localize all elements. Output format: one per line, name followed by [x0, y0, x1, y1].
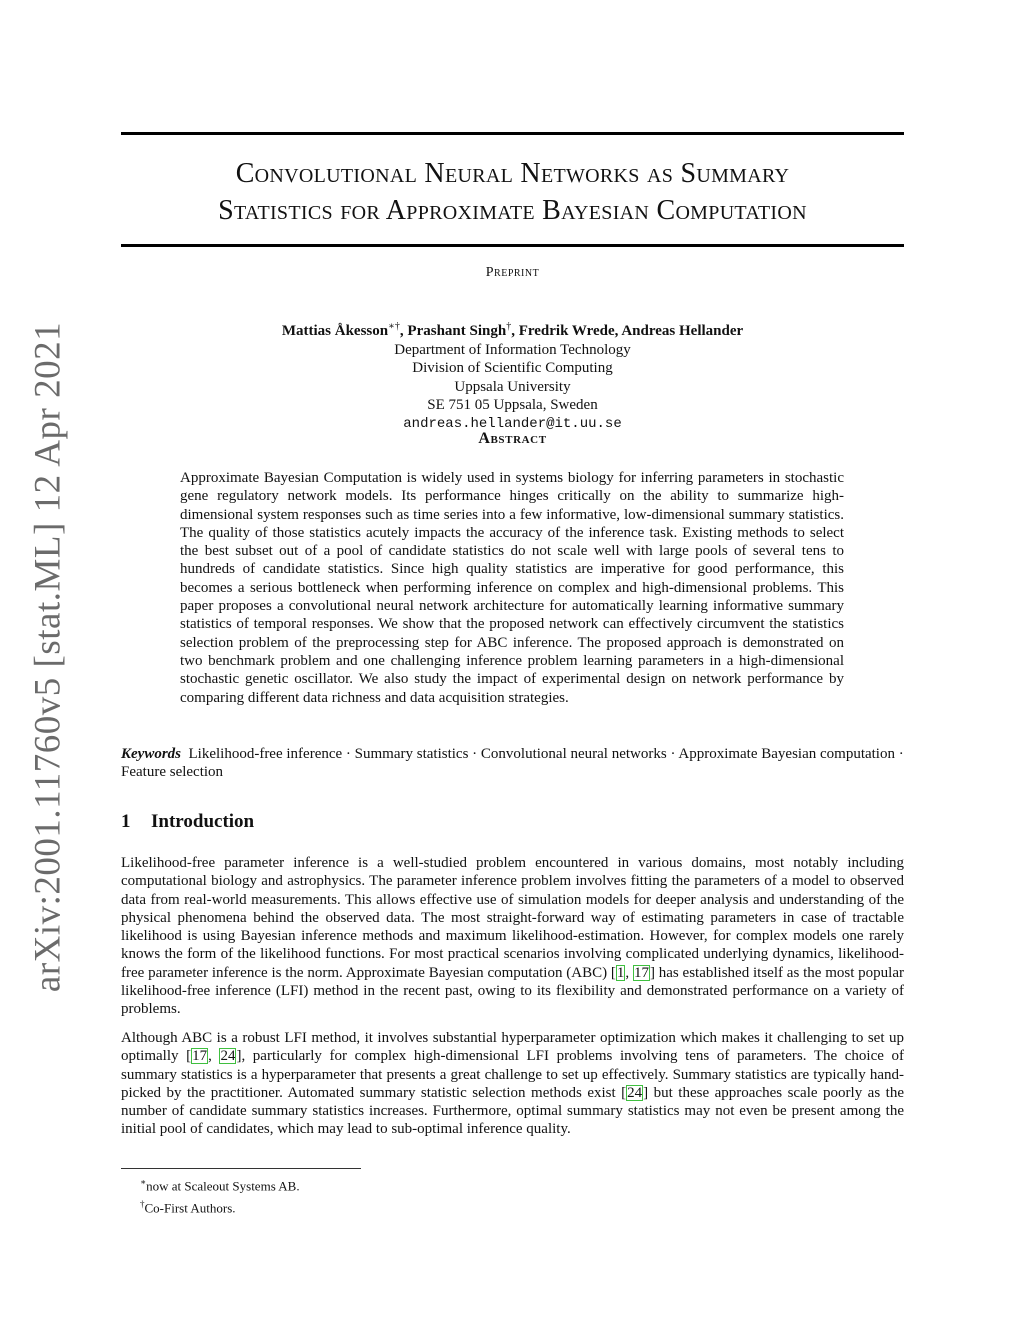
author-1: Mattias Åkesson [281, 323, 389, 339]
footnotes [140, 1173, 300, 1218]
footnote-text: now at Scaleout Systems AB. [146, 1178, 300, 1194]
keywords-label: Keywords [121, 746, 181, 762]
paper-title [121, 155, 904, 229]
title-line-2: Statistics for Approximate Bayesian Computation [218, 195, 807, 226]
title-bottom-rule [121, 244, 904, 247]
affiliation-line: Division of Scientific Computing [412, 360, 613, 376]
section-number: 1 [121, 811, 131, 832]
preprint-label: Preprint [485, 265, 540, 280]
section-title: Introduction [151, 811, 255, 832]
abstract-text: Approximate Bayesian Computation is widely used in systems biology for inferring parameters in stochastic gene regulatory network models. Its performance hinges critically on the ability to summarize high-dimensional system responses such as time series into a few informative, low-dimensional summary statistics. The quality of those statistics acutely impacts the accuracy of the inference task. Existing methods to select the best subset out of a pool of candidate statistics do not scale well with large pools of several tens to hundreds of candidate statistics. Since high quality statistics are imperative for good performance, this becomes a serious bottleneck when performing inference on complex and high-dimensional problems. This paper proposes a convolutional neural network architecture for automatically learning informative summary statistics of temporal responses. We show that the proposed network can effectively circumvent the statistics selection problem of the preprocessing step for ABC inference. The proposed approach is demonstrated on two benchmark problem and one challenging inference problem learning parameters in a high-dimensional stochastic genetic oscillator. We also study the impact of experimental design on network performance by comparing different data richness and data acquisition strategies. [180, 470, 844, 706]
citation-link[interactable]: 1 [616, 964, 625, 981]
footnote-rule [121, 1168, 361, 1169]
paragraph-text: ] but these approaches scale poorly as the number of candidate summary statistics increases. Furthermore, optimal summary statistics may not even be present among the initial pool of candidates, which may lead to sub-optimal inference quality. [121, 1084, 904, 1138]
affiliation-line: SE 751 05 Uppsala, Sweden [427, 397, 598, 413]
paragraph-text: Although ABC is a robust LFI method, it involves substantial hyperparameter optimization which makes it challenging to set up optimally [ [121, 1030, 904, 1065]
abstract-heading: Abstract [478, 430, 547, 447]
citation-separator: , [625, 964, 633, 981]
author-3-4: , Fredrik Wrede, Andreas Hellander [511, 323, 744, 339]
title-top-rule [121, 132, 904, 135]
intro-paragraph-1 [121, 854, 904, 1019]
author-block [121, 318, 904, 433]
author-email: andreas.hellander@it.uu.se [403, 415, 622, 432]
intro-paragraph-2 [121, 1029, 904, 1139]
section-heading [121, 811, 254, 833]
footnote-text: Co-First Authors. [144, 1200, 236, 1216]
paragraph-text: Likelihood-free parameter inference is a well-studied problem encountered in various domains, most notably including computational biology and astrophysics. The parameter inference problem involves fitting the parameters of a model to observed data from real-world measurements. This allows effective use of simulation models for deeper analysis and understanding of the physical phenomena behind the observed data. The most straight-forward way of estimating parameters in case of tractable likelihood is using Bayesian inference methods and maximum likelihood-estimation. However, for complex models one rarely knows the form of the likelihood functions. For most practical scenarios involving complicated underlying dynamics, likelihood-free parameter inference is the norm. Approximate Bayesian computation (ABC) [ [121, 855, 904, 981]
affiliation-line: Department of Information Technology [394, 341, 631, 358]
footnote-item [140, 1195, 300, 1217]
citation-link[interactable]: 17 [192, 1048, 208, 1065]
author-2: , Prashant Singh [399, 323, 507, 339]
citation-link[interactable]: 24 [220, 1048, 236, 1065]
affiliation-line: Uppsala University [454, 378, 571, 395]
keywords [121, 745, 904, 782]
author-names [121, 318, 904, 341]
citation-link[interactable]: 24 [627, 1084, 643, 1101]
title-line-1: Convolutional Neural Networks as Summary [235, 158, 790, 189]
footnote-mark: ∗ [140, 1177, 147, 1187]
paragraph-text: ] has established itself as the most popular likelihood-free inference (LFI) method in the recent past, owing to its flexibility and demonstrated performance on a variety of problems. [121, 964, 905, 1018]
author-1-mark: ∗† [388, 321, 400, 332]
footnote-item [140, 1173, 300, 1195]
paragraph-text: ], particularly for complex high-dimensional LFI problems involving tens of parameters. The choice of summary statistics is a hyperparameter that presents a great challenge to set up effectively. Summary statistics are typically hand-picked by the practitioner. Automated summary statistic selection methods exist [ [121, 1048, 904, 1101]
footnote-mark: † [140, 1199, 145, 1210]
citation-link[interactable]: 17 [633, 964, 649, 981]
keywords-text: Likelihood-free inference · Summary statistics · Convolutional neural networks · Approximate Bayesian computation · Feature selection [121, 746, 904, 781]
author-2-mark: † [506, 321, 512, 332]
arxiv-id-text: arXiv:2001.11760v5 [stat.ML] 12 Apr 2021 [27, 321, 69, 993]
citation-separator: , [208, 1048, 220, 1065]
